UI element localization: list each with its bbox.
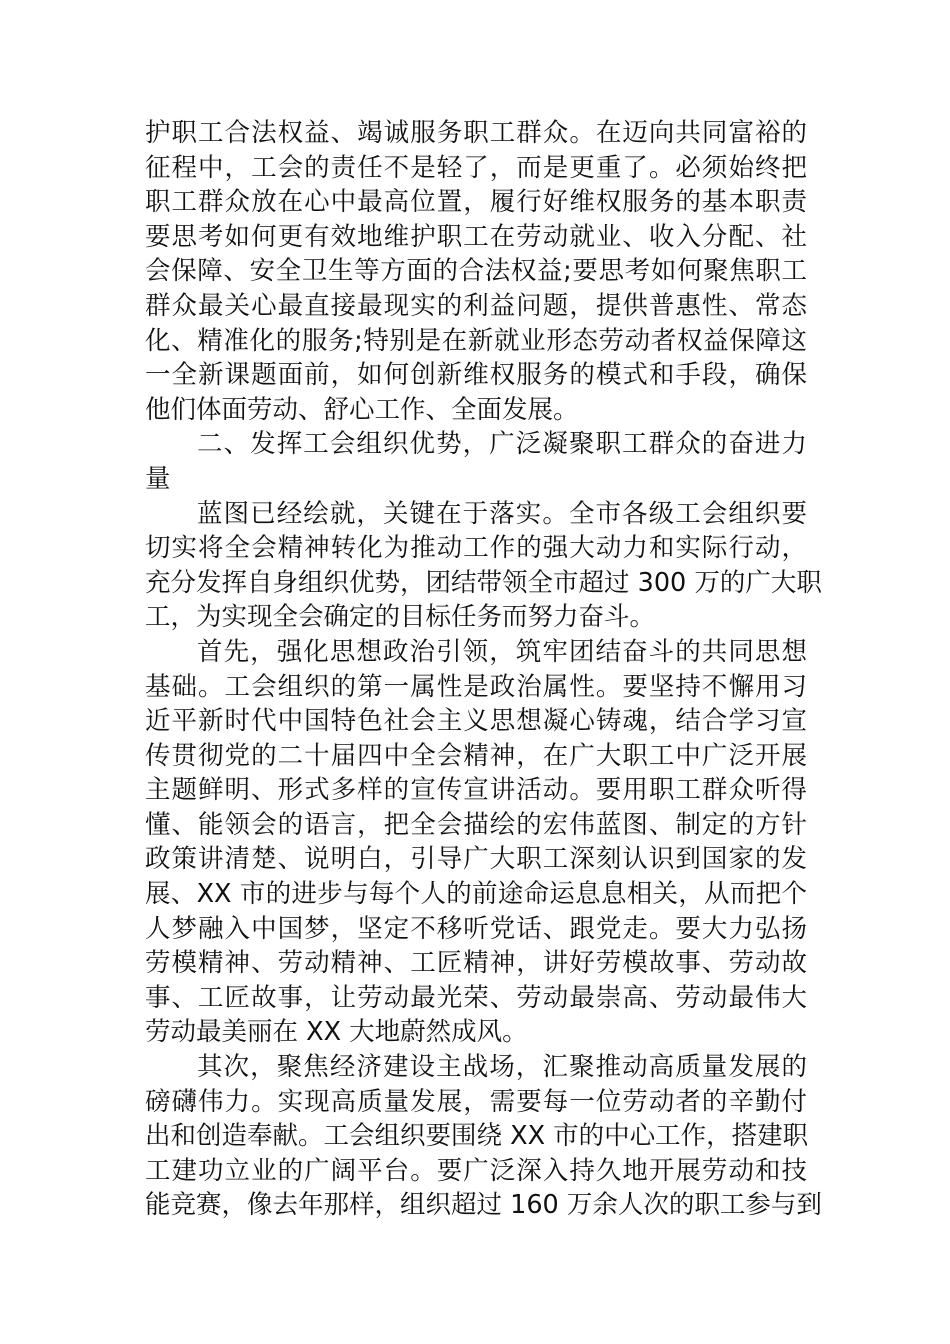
text-line: 量 <box>145 463 171 494</box>
text-line: 工，为实现全会确定的目标任务而努力奋斗。 <box>145 602 656 633</box>
paragraph <box>145 635 807 1050</box>
text-line: 劳动最美丽在 XX 大地蔚然成风。 <box>145 1017 528 1048</box>
document-body <box>145 116 822 1223</box>
text-line: 近平新时代中国特色社会主义思想凝心铸魂，结合学习宣 <box>145 706 807 737</box>
text-line: 磅礴伟力。实现高质量发展，需要每一位劳动者的辛勤付 <box>145 1086 807 1117</box>
text-line: 职工群众放在心中最高位置，履行好维权服务的基本职责 <box>145 187 807 218</box>
text-line: 出和创造奉献。工会组织要围绕 XX 市的中心工作，搭建职 <box>145 1121 809 1152</box>
text-line: 要思考如何更有效地维护职工在劳动就业、收入分配、社 <box>145 221 807 252</box>
text-line: 一全新课题面前，如何创新维权服务的模式和手段，确保 <box>145 360 807 391</box>
text-line: 化、精准化的服务;特别是在新就业形态劳动者权益保障这 <box>145 325 807 356</box>
text-line: 护职工合法权益、竭诚服务职工群众。在迈向共同富裕的 <box>145 118 807 148</box>
text-line: 切实将全会精神转化为推动工作的强大动力和实际行动， <box>145 533 807 564</box>
paragraph <box>145 497 822 635</box>
text-line: 首先，强化思想政治引领，筑牢团结奋斗的共同思想 <box>197 636 807 667</box>
text-line: 充分发挥自身组织优势，团结带领全市超过 300 万的广大职 <box>145 567 822 598</box>
paragraph <box>145 116 807 427</box>
text-line: 他们体面劳动、舒心工作、全面发展。 <box>145 394 579 425</box>
text-line: 主题鲜明、形式多样的宣传宣讲活动。要用职工群众听得 <box>145 775 807 806</box>
section-heading <box>145 427 807 496</box>
text-line: 群众最关心最直接最现实的利益问题，提供普惠性、常态 <box>145 290 807 321</box>
text-line: 蓝图已经绘就，关键在于落实。全市各级工会组织要 <box>197 498 807 529</box>
text-line: 展、XX 市的进步与每个人的前途命运息息相关，从而把个 <box>145 879 807 910</box>
text-line: 会保障、安全卫生等方面的合法权益;要思考如何聚焦职工 <box>145 256 807 287</box>
text-line: 劳模精神、劳动精神、工匠精神，讲好劳模故事、劳动故 <box>145 948 807 979</box>
text-line: 工建功立业的广阔平台。要广泛深入持久地开展劳动和技 <box>145 1155 807 1186</box>
text-line: 二、发挥工会组织优势，广泛凝聚职工群众的奋进力 <box>197 429 807 460</box>
text-line: 传贯彻党的二十届四中全会精神，在广大职工中广泛开展 <box>145 740 807 771</box>
text-line: 基础。工会组织的第一属性是政治属性。要坚持不懈用习 <box>145 671 807 702</box>
text-line: 事、工匠故事，让劳动最光荣、劳动最崇高、劳动最伟大 <box>145 982 807 1013</box>
text-line: 懂、能领会的语言，把全会描绘的宏伟蓝图、制定的方针 <box>145 809 807 840</box>
text-line: 其次，聚焦经济建设主战场，汇聚推动高质量发展的 <box>197 1052 807 1083</box>
text-line: 政策讲清楚、说明白，引导广大职工深刻认识到国家的发 <box>145 844 807 875</box>
text-line: 能竞赛，像去年那样，组织超过 160 万余人次的职工参与到 <box>145 1190 822 1221</box>
text-line: 人梦融入中国梦，坚定不移听党话、跟党走。要大力弘扬 <box>145 913 807 944</box>
paragraph <box>145 1050 822 1223</box>
text-line: 征程中，工会的责任不是轻了，而是更重了。必须始终把 <box>145 152 807 183</box>
